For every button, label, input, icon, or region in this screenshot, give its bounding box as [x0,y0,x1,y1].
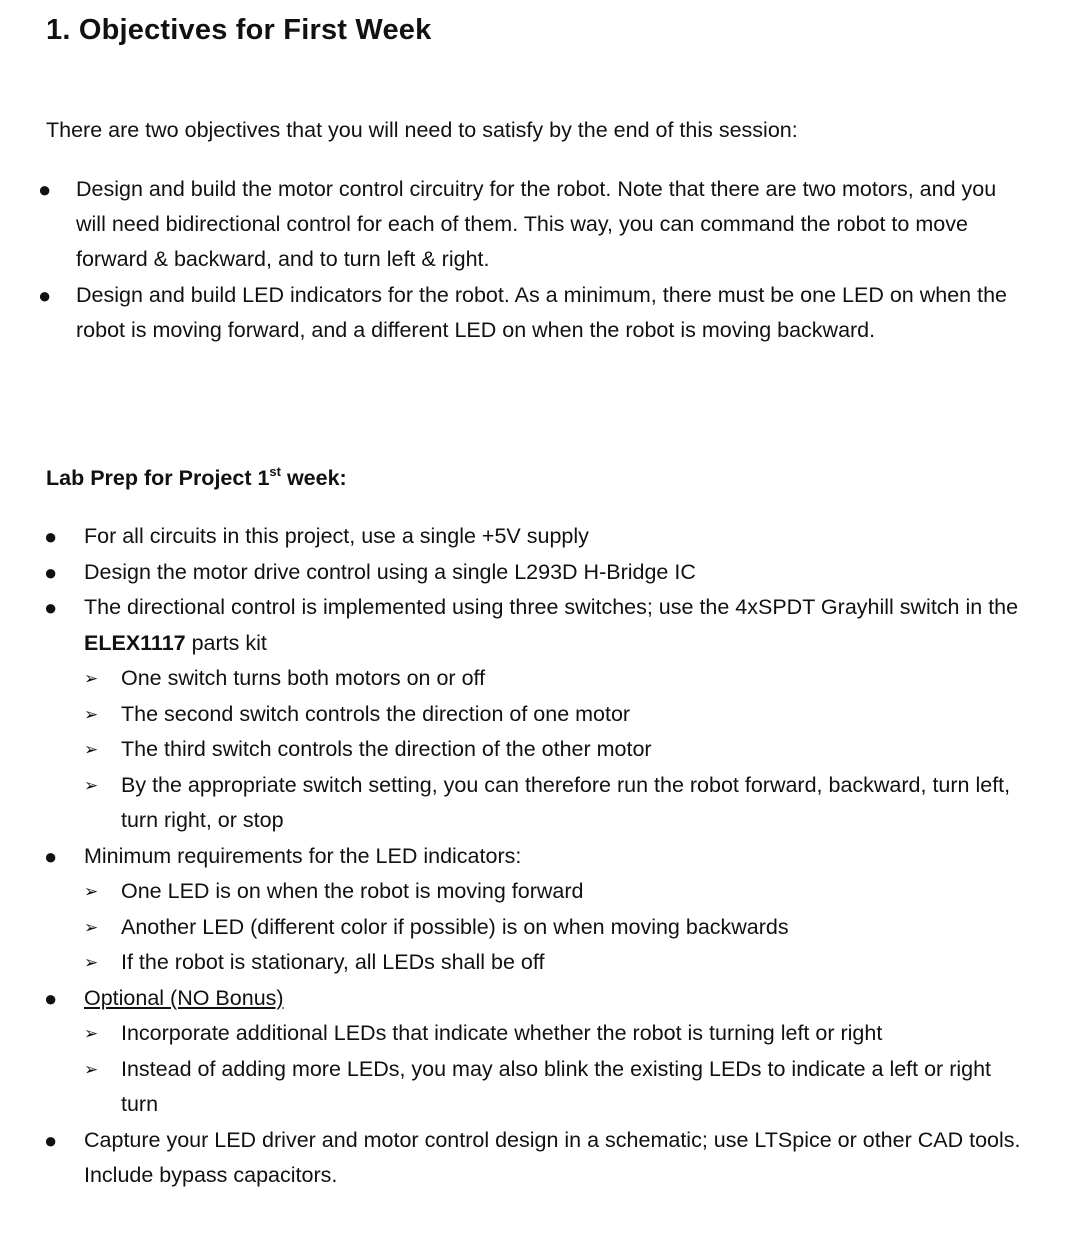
bullet-icon: ● [44,1127,58,1153]
item-text: The directional control is implemented using three switches; use the 4xSPDT Grayhill switch in the [84,595,1019,619]
sub-item-text: Incorporate additional LEDs that indicate whether the robot is turning left or right [121,1021,883,1045]
item-text: Design the motor drive control using a single L293D H-Bridge IC [84,559,696,584]
objective-text: Design and build the motor control circuitry for the robot. Note that there are two motors, and you will need bidirectional control for each of them. This way, you can command the robot to move forward & backward, and to turn left & right. [76,177,997,271]
list-item [0,278,1016,348]
intro-text: There are two objectives that you will need to satisfy by the end of this session: [46,118,798,142]
heading-suffix: week: [280,466,347,490]
list-item [0,1123,1034,1194]
arrow-bullet-icon: ➢ [84,953,99,972]
arrow-bullet-icon: ➢ [84,704,99,724]
sub-list-item [0,874,1021,910]
bullet-icon: ● [38,283,52,308]
sub-list-item [0,768,1021,839]
bullet-icon: ● [38,177,52,202]
arrow-bullet-icon: ➢ [84,669,99,688]
sub-item-text: Another LED (different color if possible) is on when moving backwards [121,914,789,939]
optional-label: Optional (NO Bonus) [84,985,284,1010]
bullet-icon: ● [44,985,58,1011]
sub-list-item [0,732,1021,768]
sub-list-item [0,1016,1021,1052]
list-item [0,839,1034,875]
arrow-bullet-icon: ➢ [84,1059,99,1079]
bullet-icon: ● [44,843,58,869]
list-item [0,590,1034,661]
list-item [0,555,1034,591]
sub-list-item [0,697,1021,733]
sub-item-text: If the robot is stationary, all LEDs shall be off [121,950,545,974]
sub-list-item [0,910,1021,946]
objectives-list [0,172,1080,349]
item-text: Capture your LED driver and motor control design in a schematic; use LTSpice or other CAD tools. Include bypass capacitors. [84,1127,1021,1187]
arrow-bullet-icon: ➢ [84,917,99,937]
sub-item-text: One switch turns both motors on or off [121,666,486,690]
arrow-bullet-icon: ➢ [84,740,99,759]
sub-list-item [0,661,1021,697]
sub-list-item [0,1052,1021,1123]
sub-item-text: By the appropriate switch setting, you can therefore run the robot forward, backward, turn left, turn right, or stop [121,772,1011,832]
list-item [0,981,1034,1017]
heading-prefix: Lab Prep for Project 1 [46,466,270,490]
item-text: parts kit [185,630,267,655]
item-text: Minimum requirements for the LED indicators: [84,843,522,868]
lab-prep-list [0,519,1080,1194]
section-title: 1. Objectives for First Week [46,14,432,46]
sub-list-item [0,945,1021,981]
item-text: For all circuits in this project, use a single +5V supply [84,524,589,548]
sub-item-text: The second switch controls the direction of one motor [121,701,631,726]
sub-item-text: The third switch controls the direction of the other motor [121,737,652,761]
heading-sup: st [269,464,281,479]
list-item [0,519,1034,555]
bullet-icon: ● [44,524,58,549]
bullet-icon: ● [44,595,58,620]
arrow-bullet-icon: ➢ [84,882,99,901]
arrow-bullet-icon: ➢ [84,1024,99,1043]
parts-kit-name: ELEX1117 [84,630,186,655]
bullet-icon: ● [44,559,58,585]
list-item [0,172,1016,277]
lab-prep-heading [46,464,347,491]
objective-text: Design and build LED indicators for the robot. As a minimum, there must be one LED on when the robot is moving forward, and a different LED on when the robot is moving backward. [76,283,1007,342]
arrow-bullet-icon: ➢ [84,775,99,795]
sub-item-text: One LED is on when the robot is moving forward [121,879,584,903]
sub-item-text: Instead of adding more LEDs, you may also blink the existing LEDs to indicate a left or right turn [121,1056,992,1116]
